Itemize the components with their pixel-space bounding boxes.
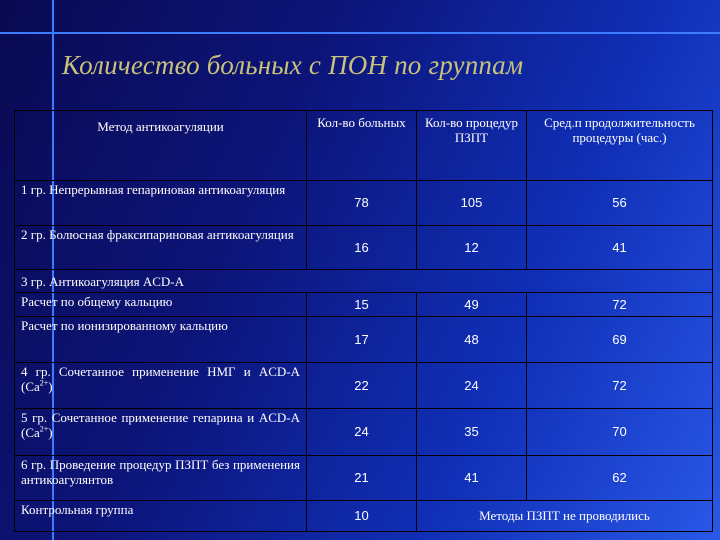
row-method: 6 гр. Проведение процедур ПЗПТ без применения антикоагулянтов — [15, 455, 307, 500]
row-duration: 41 — [527, 225, 713, 269]
header-duration: Сред.п продолжительность процедуры (час.) — [527, 111, 713, 181]
row-procedures: 48 — [417, 317, 527, 362]
row-method: Расчет по общему кальцию — [15, 292, 307, 317]
row-method — [15, 362, 307, 408]
row-method-suffix: ) — [48, 378, 53, 394]
charge-superscript: 2+ — [39, 378, 49, 388]
row-note: Методы ПЗПТ не проводились — [417, 500, 713, 531]
row-patients: 78 — [307, 181, 417, 225]
row-method-text: 5 гр. Сочетанное применение гепарина и ACD-A (Ca — [21, 410, 300, 441]
row-method: Расчет по ионизированному кальцию — [15, 317, 307, 362]
row-procedures: 41 — [417, 455, 527, 500]
decorative-line-top — [0, 32, 720, 34]
group-3-label: 3 гр. Антикоагуляция ACD-A — [15, 269, 713, 292]
row-patients: 16 — [307, 225, 417, 269]
header-row — [15, 111, 713, 181]
row-duration: 70 — [527, 409, 713, 455]
table-row-group-header — [15, 269, 713, 292]
charge-superscript: 2+ — [39, 424, 49, 434]
row-patients: 21 — [307, 455, 417, 500]
row-duration: 69 — [527, 317, 713, 362]
row-duration: 72 — [527, 292, 713, 317]
row-procedures: 12 — [417, 225, 527, 269]
table-row — [15, 455, 713, 500]
row-patients: 24 — [307, 409, 417, 455]
row-method — [15, 409, 307, 455]
table-row — [15, 500, 713, 531]
row-method: Контрольная группа — [15, 500, 307, 531]
row-method: 1 гр. Непрерывная гепариновая антикоагуляция — [15, 181, 307, 225]
table-row — [15, 409, 713, 455]
row-patients: 17 — [307, 317, 417, 362]
slide-title: Количество больных с ПОН по группам — [62, 50, 524, 80]
row-duration: 62 — [527, 455, 713, 500]
header-procedures: Кол-во процедур ПЗПТ — [417, 111, 527, 181]
row-duration: 72 — [527, 362, 713, 408]
patients-table — [14, 110, 713, 532]
table-row — [15, 292, 713, 317]
row-patients: 10 — [307, 500, 417, 531]
table-row — [15, 362, 713, 408]
row-procedures: 24 — [417, 362, 527, 408]
row-procedures: 49 — [417, 292, 527, 317]
header-patients: Кол-во больных — [307, 111, 417, 181]
table-row — [15, 317, 713, 362]
row-method: 2 гр. Болюсная фраксипариновая антикоагуляция — [15, 225, 307, 269]
table-row — [15, 225, 713, 269]
row-procedures: 35 — [417, 409, 527, 455]
row-procedures: 105 — [417, 181, 527, 225]
row-patients: 15 — [307, 292, 417, 317]
row-method-text: 4 гр. Сочетанное применение НМГ и ACD-A (Ca — [21, 363, 300, 394]
row-method-suffix: ) — [48, 425, 53, 441]
row-patients: 22 — [307, 362, 417, 408]
header-method: Метод антикоагуляции — [15, 111, 307, 181]
table-row — [15, 181, 713, 225]
row-duration: 56 — [527, 181, 713, 225]
